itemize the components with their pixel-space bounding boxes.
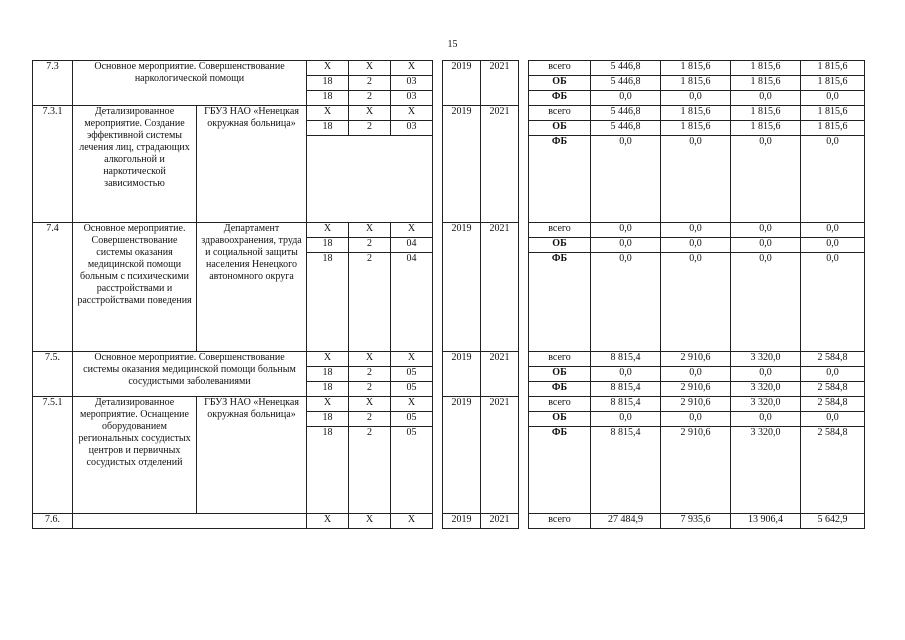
value-cell: 2 584,8 xyxy=(801,427,865,514)
code-cell: 18 xyxy=(307,238,349,253)
code-cell: 18 xyxy=(307,367,349,382)
value-cell: 0,0 xyxy=(591,367,661,382)
funding-source: ФБ xyxy=(529,136,591,223)
value-cell: 1 815,6 xyxy=(661,61,731,76)
code-cell: 2 xyxy=(349,253,391,352)
code-cell: Х xyxy=(307,514,349,529)
value-cell: 0,0 xyxy=(731,238,801,253)
code-cell: Х xyxy=(307,61,349,76)
value-cell: 0,0 xyxy=(661,91,731,106)
value-cell: 0,0 xyxy=(731,367,801,382)
code-cell: 2 xyxy=(349,121,391,136)
spacer-cell xyxy=(433,514,443,529)
funding-source: ОБ xyxy=(529,412,591,427)
spacer-cell xyxy=(519,514,529,529)
value-cell: 2 910,6 xyxy=(661,397,731,412)
page-number: 15 xyxy=(447,39,458,50)
code-cell: Х xyxy=(349,514,391,529)
budget-table xyxy=(32,60,865,529)
value-cell: 5 446,8 xyxy=(591,76,661,91)
value-cell: 0,0 xyxy=(801,136,865,223)
funding-source: ФБ xyxy=(529,91,591,106)
value-cell: 5 446,8 xyxy=(591,121,661,136)
value-cell: 1 815,6 xyxy=(731,106,801,121)
code-cell: 2 xyxy=(349,76,391,91)
code-cell: Х xyxy=(391,352,433,367)
value-cell: 0,0 xyxy=(661,412,731,427)
measure-title: Основное мероприятие. Совершенствование системы оказания медицинской помощи больным с психическими расстройствами и расстройствами поведения xyxy=(73,223,197,352)
measure-title xyxy=(73,514,307,529)
spacer-cell xyxy=(433,352,443,397)
value-cell: 1 815,6 xyxy=(731,61,801,76)
value-cell: 0,0 xyxy=(661,367,731,382)
year-end: 2021 xyxy=(481,352,519,397)
value-cell: 0,0 xyxy=(801,412,865,427)
code-cell: Х xyxy=(391,397,433,412)
value-cell: 0,0 xyxy=(591,253,661,352)
code-cell: 2 xyxy=(349,412,391,427)
year-end: 2021 xyxy=(481,397,519,514)
value-cell: 0,0 xyxy=(731,223,801,238)
year-start: 2019 xyxy=(443,106,481,223)
code-cell: Х xyxy=(307,223,349,238)
funding-source: всего xyxy=(529,397,591,412)
year-end: 2021 xyxy=(481,106,519,223)
value-cell: 1 815,6 xyxy=(801,61,865,76)
value-cell: 8 815,4 xyxy=(591,352,661,367)
value-cell: 0,0 xyxy=(731,412,801,427)
code-cell: Х xyxy=(391,514,433,529)
code-cell: 05 xyxy=(391,412,433,427)
value-cell: 1 815,6 xyxy=(801,121,865,136)
year-end: 2021 xyxy=(481,223,519,352)
funding-source: ОБ xyxy=(529,238,591,253)
table-row xyxy=(33,61,865,76)
value-cell: 1 815,6 xyxy=(731,76,801,91)
value-cell: 1 815,6 xyxy=(661,76,731,91)
code-cell: 18 xyxy=(307,76,349,91)
funding-source: ФБ xyxy=(529,427,591,514)
value-cell: 3 320,0 xyxy=(731,352,801,367)
measure-title: Основное мероприятие. Совершенствование системы оказания медицинской помощи больным сосудистыми заболеваниями xyxy=(73,352,307,397)
value-cell: 1 815,6 xyxy=(731,121,801,136)
value-cell: 0,0 xyxy=(801,91,865,106)
funding-source: ОБ xyxy=(529,121,591,136)
value-cell: 3 320,0 xyxy=(731,427,801,514)
value-cell: 8 815,4 xyxy=(591,382,661,397)
value-cell: 1 815,6 xyxy=(801,106,865,121)
year-end: 2021 xyxy=(481,514,519,529)
year-start: 2019 xyxy=(443,514,481,529)
spacer-cell xyxy=(519,397,529,514)
value-cell: 2 584,8 xyxy=(801,352,865,367)
measure-title: Детализированное мероприятие. Создание эффективной системы лечения лиц, страдающих алкогольной и наркотической зависимостью xyxy=(73,106,197,223)
value-cell: 0,0 xyxy=(661,136,731,223)
code-cell: Х xyxy=(391,61,433,76)
measure-title: Детализированное мероприятие. Оснащение оборудованием региональных сосудистых центров и первичных сосудистых отделений xyxy=(73,397,197,514)
spacer-cell xyxy=(433,223,443,352)
value-cell: 1 815,6 xyxy=(801,76,865,91)
table-row xyxy=(33,106,865,121)
funding-source: всего xyxy=(529,61,591,76)
code-cell: 2 xyxy=(349,91,391,106)
code-cell: 05 xyxy=(391,427,433,514)
funding-source: всего xyxy=(529,352,591,367)
value-cell: 0,0 xyxy=(591,238,661,253)
code-cell: 03 xyxy=(391,91,433,106)
funding-source: ОБ xyxy=(529,76,591,91)
code-cell: Х xyxy=(391,106,433,121)
value-cell: 13 906,4 xyxy=(731,514,801,529)
row-number: 7.5. xyxy=(33,352,73,397)
executor: ГБУЗ НАО «Ненецкая окружная больница» xyxy=(197,106,307,223)
code-cell: Х xyxy=(349,352,391,367)
row-number: 7.3 xyxy=(33,61,73,106)
value-cell: 0,0 xyxy=(731,136,801,223)
value-cell: 2 584,8 xyxy=(801,397,865,412)
funding-source: ОБ xyxy=(529,367,591,382)
spacer-cell xyxy=(433,397,443,514)
code-cell: 05 xyxy=(391,382,433,397)
code-cell xyxy=(307,136,433,223)
spacer-cell xyxy=(433,106,443,223)
funding-source: ФБ xyxy=(529,382,591,397)
code-cell: 2 xyxy=(349,427,391,514)
code-cell: 2 xyxy=(349,367,391,382)
funding-source: всего xyxy=(529,514,591,529)
code-cell: Х xyxy=(307,106,349,121)
table-row xyxy=(33,397,865,412)
code-cell: Х xyxy=(349,397,391,412)
code-cell: Х xyxy=(307,352,349,367)
value-cell: 0,0 xyxy=(801,223,865,238)
value-cell: 0,0 xyxy=(591,412,661,427)
code-cell: Х xyxy=(349,61,391,76)
funding-source: всего xyxy=(529,223,591,238)
value-cell: 27 484,9 xyxy=(591,514,661,529)
table-row xyxy=(33,514,865,529)
code-cell: 2 xyxy=(349,238,391,253)
code-cell: 18 xyxy=(307,253,349,352)
value-cell: 8 815,4 xyxy=(591,427,661,514)
row-number: 7.6. xyxy=(33,514,73,529)
value-cell: 2 910,6 xyxy=(661,427,731,514)
code-cell: Х xyxy=(349,223,391,238)
value-cell: 0,0 xyxy=(661,253,731,352)
value-cell: 5 642,9 xyxy=(801,514,865,529)
code-cell: 18 xyxy=(307,412,349,427)
code-cell: 04 xyxy=(391,238,433,253)
value-cell: 3 320,0 xyxy=(731,397,801,412)
code-cell: 03 xyxy=(391,121,433,136)
spacer-cell xyxy=(519,106,529,223)
value-cell: 0,0 xyxy=(591,91,661,106)
value-cell: 0,0 xyxy=(731,253,801,352)
value-cell: 0,0 xyxy=(591,136,661,223)
value-cell: 2 910,6 xyxy=(661,382,731,397)
executor: ГБУЗ НАО «Ненецкая окружная больница» xyxy=(197,397,307,514)
code-cell: 18 xyxy=(307,121,349,136)
executor: Департамент здравоохранения, труда и социальной защиты населения Ненецкого автономного округа xyxy=(197,223,307,352)
year-end: 2021 xyxy=(481,61,519,106)
year-start: 2019 xyxy=(443,397,481,514)
code-cell: 18 xyxy=(307,427,349,514)
value-cell: 0,0 xyxy=(661,223,731,238)
measure-title: Основное мероприятие. Совершенствование наркологической помощи xyxy=(73,61,307,106)
year-start: 2019 xyxy=(443,352,481,397)
spacer-cell xyxy=(519,223,529,352)
funding-source: всего xyxy=(529,106,591,121)
value-cell: 0,0 xyxy=(591,223,661,238)
value-cell: 0,0 xyxy=(801,367,865,382)
code-cell: 18 xyxy=(307,91,349,106)
value-cell: 0,0 xyxy=(661,238,731,253)
code-cell: Х xyxy=(391,223,433,238)
year-start: 2019 xyxy=(443,223,481,352)
value-cell: 3 320,0 xyxy=(731,382,801,397)
spacer-cell xyxy=(433,61,443,106)
value-cell: 8 815,4 xyxy=(591,397,661,412)
value-cell: 2 584,8 xyxy=(801,382,865,397)
value-cell: 0,0 xyxy=(731,91,801,106)
value-cell: 7 935,6 xyxy=(661,514,731,529)
value-cell: 1 815,6 xyxy=(661,121,731,136)
code-cell: Х xyxy=(307,397,349,412)
year-start: 2019 xyxy=(443,61,481,106)
value-cell: 5 446,8 xyxy=(591,61,661,76)
spacer-cell xyxy=(519,352,529,397)
code-cell: 04 xyxy=(391,253,433,352)
code-cell: 05 xyxy=(391,367,433,382)
row-number: 7.3.1 xyxy=(33,106,73,223)
value-cell: 5 446,8 xyxy=(591,106,661,121)
code-cell: Х xyxy=(349,106,391,121)
code-cell: 18 xyxy=(307,382,349,397)
value-cell: 2 910,6 xyxy=(661,352,731,367)
table-row xyxy=(33,223,865,238)
row-number: 7.4 xyxy=(33,223,73,352)
code-cell: 2 xyxy=(349,382,391,397)
table-row xyxy=(33,352,865,367)
code-cell: 03 xyxy=(391,76,433,91)
row-number: 7.5.1 xyxy=(33,397,73,514)
spacer-cell xyxy=(519,61,529,106)
value-cell: 0,0 xyxy=(801,238,865,253)
value-cell: 0,0 xyxy=(801,253,865,352)
funding-source: ФБ xyxy=(529,253,591,352)
value-cell: 1 815,6 xyxy=(661,106,731,121)
